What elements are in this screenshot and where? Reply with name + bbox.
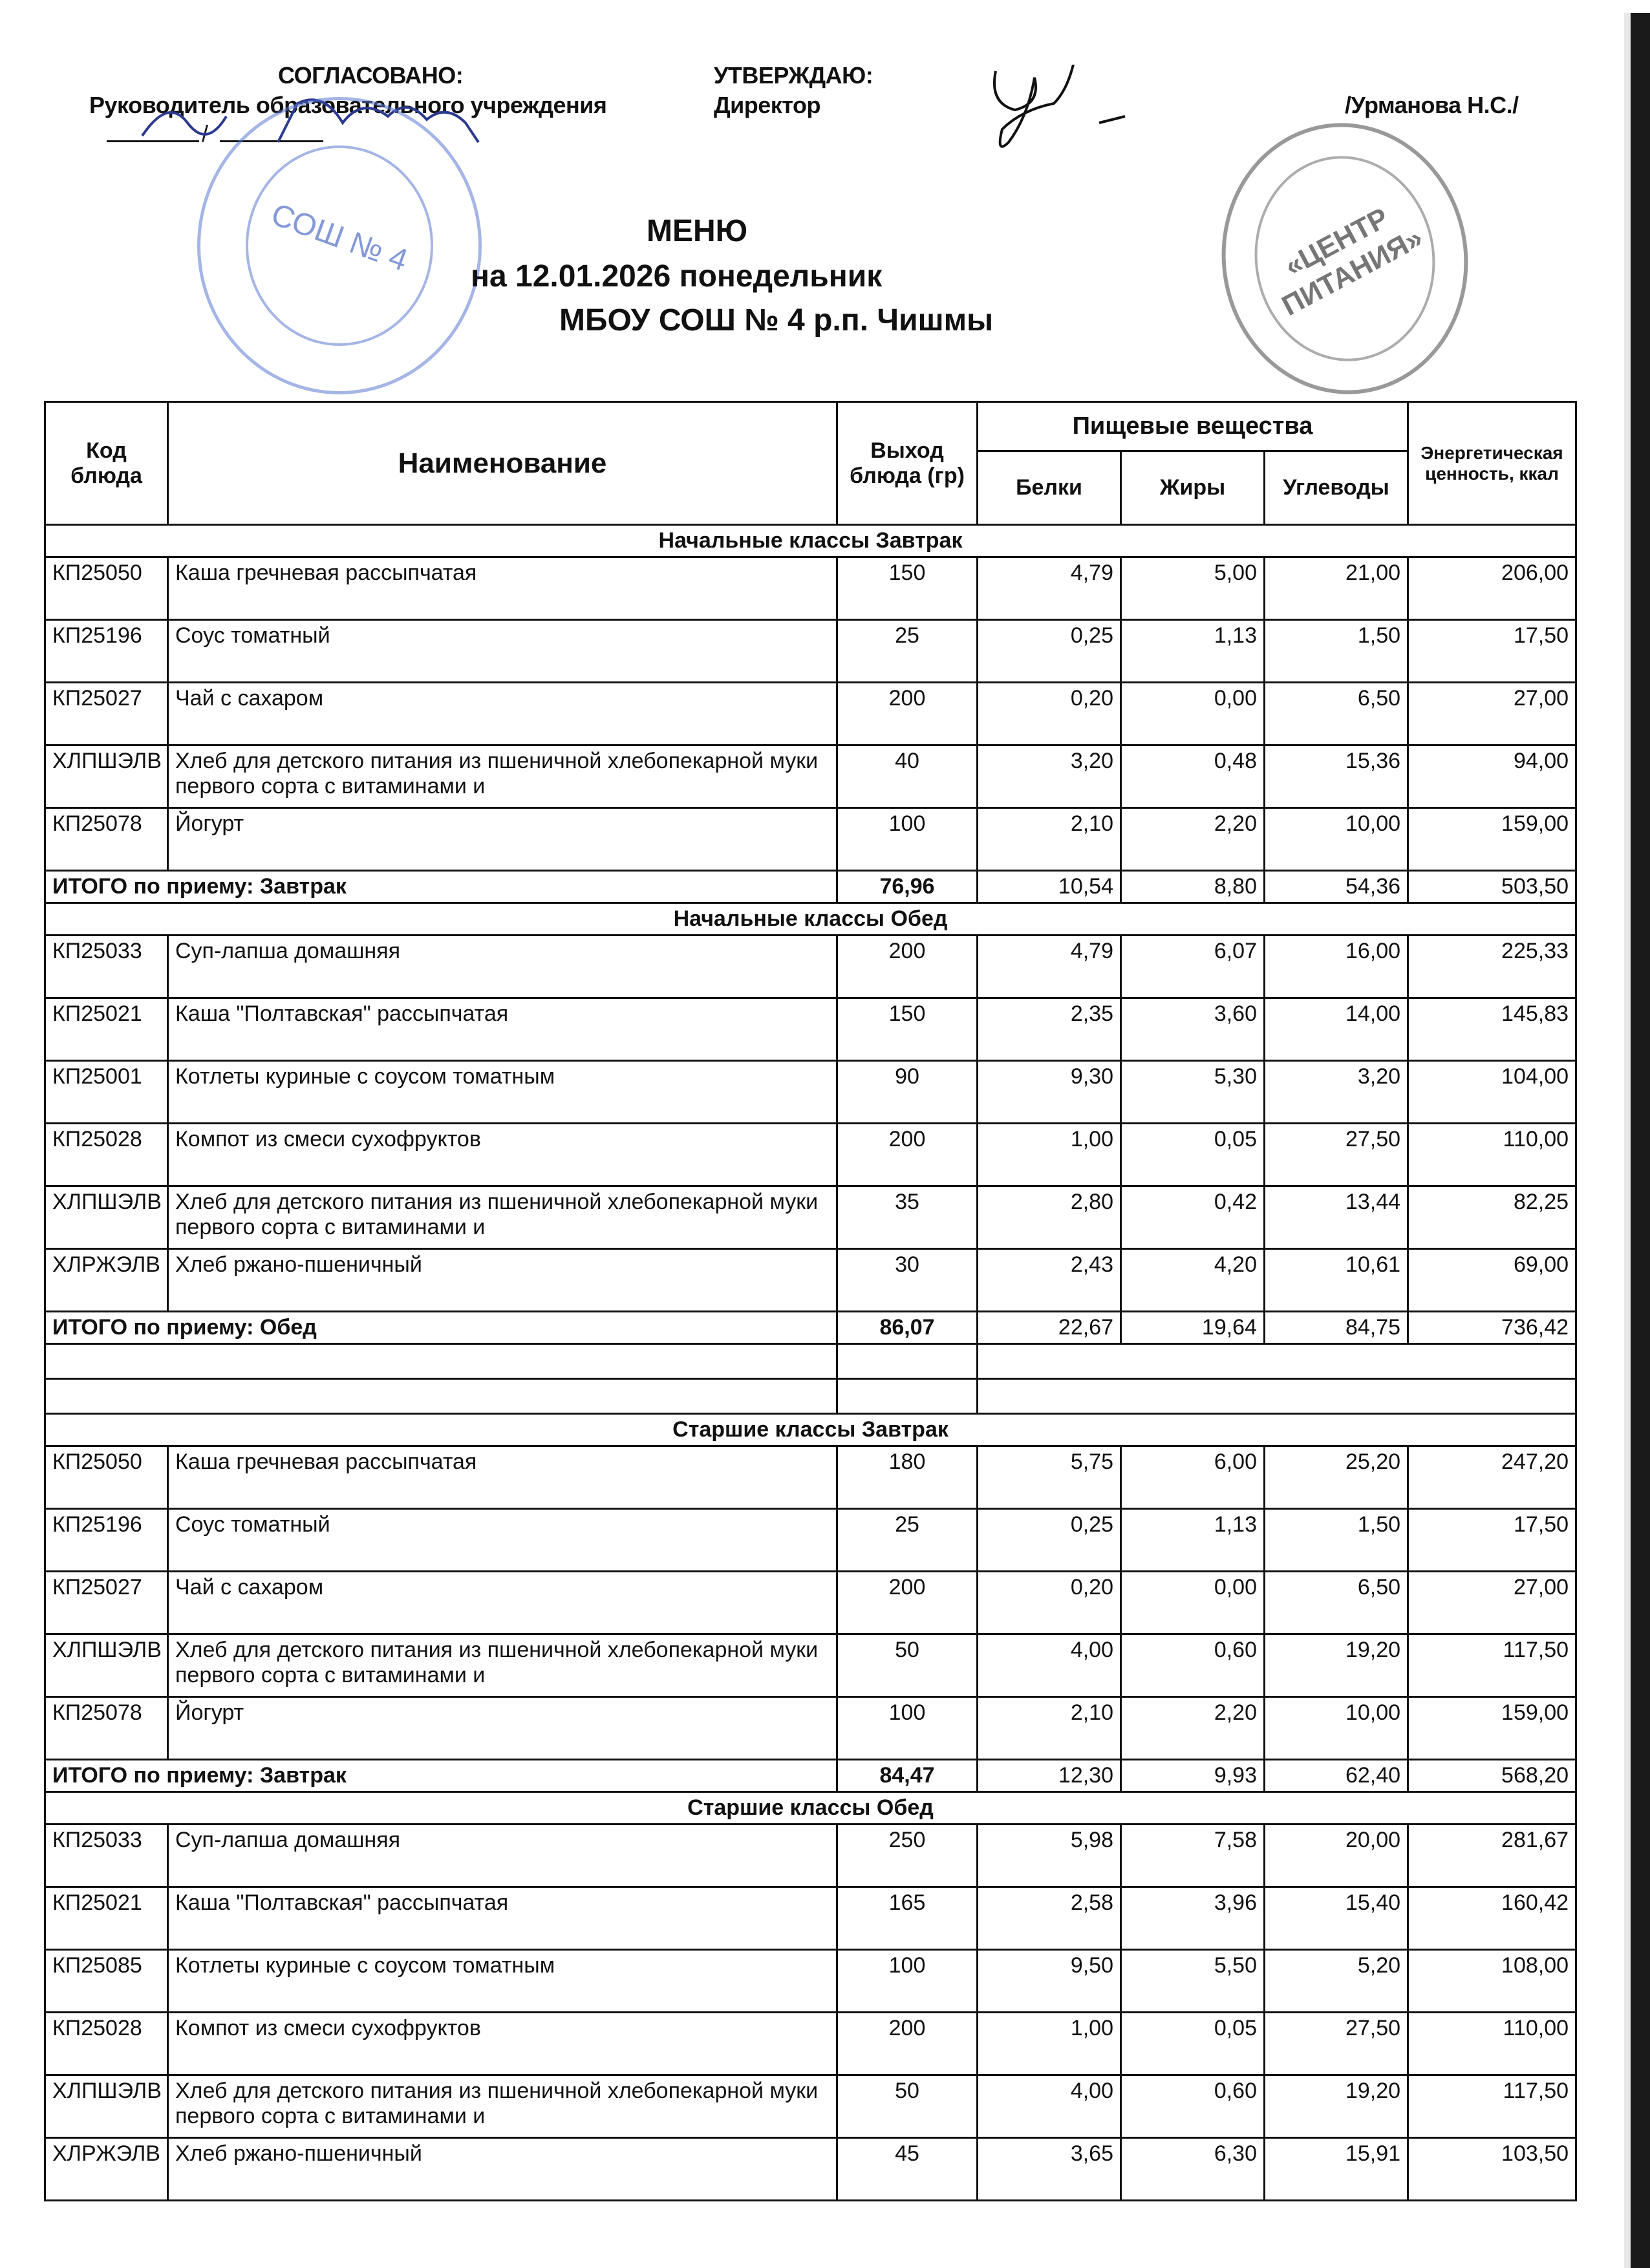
- total-label: ИТОГО по приему: Завтрак: [45, 871, 837, 903]
- header-name: Наименование: [168, 402, 837, 525]
- cell-energy: 225,33: [1408, 936, 1576, 998]
- cell-fat: 2,20: [1121, 808, 1265, 871]
- cell-yield: 200: [837, 936, 978, 998]
- cell-name: Хлеб ржано-пшеничный: [168, 1249, 837, 1312]
- cell-yield: 50: [837, 1634, 978, 1697]
- total-protein: 22,67: [978, 1312, 1121, 1344]
- cell-energy: 117,50: [1408, 1634, 1576, 1697]
- total-carbs: 54,36: [1265, 871, 1408, 903]
- cell-yield: 100: [837, 1697, 978, 1760]
- cell-fat: 3,60: [1121, 998, 1265, 1061]
- cell-protein: 2,80: [978, 1186, 1121, 1249]
- cell-name: Йогурт: [168, 808, 837, 871]
- cell-carbs: 6,50: [1265, 1572, 1408, 1634]
- empty-cell: [837, 1379, 978, 1414]
- total-row: [45, 871, 1576, 903]
- table-row: [45, 683, 1576, 745]
- cell-name: Хлеб для детского питания из пшеничной хлебопекарной муки первого сорта с витаминами и: [168, 745, 837, 808]
- table-row: [45, 1124, 1576, 1186]
- cell-code: КП25028: [45, 2013, 168, 2075]
- cell-protein: 3,65: [978, 2138, 1121, 2201]
- empty-cell: [45, 1379, 837, 1414]
- table-row: [45, 557, 1576, 620]
- cell-name: Каша гречневая рассыпчатая: [168, 557, 837, 620]
- cell-code: КП25078: [45, 1697, 168, 1760]
- cell-energy: 110,00: [1408, 1124, 1576, 1186]
- cell-yield: 25: [837, 620, 978, 683]
- cell-energy: 108,00: [1408, 1950, 1576, 2013]
- cell-code: КП25050: [45, 557, 168, 620]
- cell-carbs: 20,00: [1265, 1824, 1408, 1887]
- total-yield: 86,07: [837, 1312, 978, 1344]
- cell-yield: 150: [837, 998, 978, 1061]
- cell-energy: 17,50: [1408, 620, 1576, 683]
- cell-code: ХЛПШЭЛВ: [45, 745, 168, 808]
- agreed-subtitle: Руководитель образовательного учреждения: [89, 92, 607, 118]
- cell-fat: 0,48: [1121, 745, 1265, 808]
- cell-code: КП25001: [45, 1061, 168, 1124]
- cell-energy: 159,00: [1408, 1697, 1576, 1760]
- cell-fat: 0,00: [1121, 683, 1265, 745]
- cell-protein: 1,00: [978, 1124, 1121, 1186]
- section-title-row: [45, 525, 1576, 557]
- approve-subtitle: Директор: [714, 92, 820, 118]
- cell-fat: 6,30: [1121, 2138, 1265, 2201]
- empty-row: [45, 1344, 1576, 1379]
- empty-row: [45, 1379, 1576, 1414]
- cell-carbs: 13,44: [1265, 1186, 1408, 1249]
- total-label: ИТОГО по приему: Завтрак: [45, 1760, 837, 1792]
- cell-carbs: 10,61: [1265, 1249, 1408, 1312]
- section-title: Начальные классы Завтрак: [45, 525, 1576, 557]
- cell-carbs: 15,91: [1265, 2138, 1408, 2201]
- cell-fat: 4,20: [1121, 1249, 1265, 1312]
- section-title: Старшие классы Завтрак: [45, 1414, 1576, 1446]
- header-fat: Жиры: [1121, 451, 1265, 525]
- cell-yield: 200: [837, 683, 978, 745]
- total-label: ИТОГО по приему: Обед: [45, 1312, 837, 1344]
- school-name: МБОУ СОШ № 4 р.п. Чишмы: [559, 303, 994, 337]
- cell-fat: 5,30: [1121, 1061, 1265, 1124]
- section-title: Начальные классы Обед: [45, 903, 1576, 936]
- table-row: [45, 1634, 1576, 1697]
- cell-yield: 90: [837, 1061, 978, 1124]
- cell-code: КП25033: [45, 936, 168, 998]
- cell-carbs: 19,20: [1265, 2075, 1408, 2138]
- cell-yield: 250: [837, 1824, 978, 1887]
- cell-energy: 27,00: [1408, 683, 1576, 745]
- cell-energy: 103,50: [1408, 2138, 1576, 2201]
- cell-code: КП25027: [45, 683, 168, 745]
- cell-fat: 0,00: [1121, 1572, 1265, 1634]
- table-row: [45, 620, 1576, 683]
- total-energy: 736,42: [1408, 1312, 1576, 1344]
- total-row: [45, 1312, 1576, 1344]
- empty-cell: [978, 1379, 1576, 1414]
- cell-code: КП25033: [45, 1824, 168, 1887]
- table-row: [45, 2013, 1576, 2075]
- cell-protein: 0,20: [978, 1572, 1121, 1634]
- cell-protein: 5,75: [978, 1446, 1121, 1509]
- cell-name: Компот из смеси сухофруктов: [168, 2013, 837, 2075]
- cell-fat: 7,58: [1121, 1824, 1265, 1887]
- cell-name: Каша "Полтавская" рассыпчатая: [168, 1887, 837, 1950]
- cell-name: Котлеты куриные с соусом томатным: [168, 1061, 837, 1124]
- cell-yield: 40: [837, 745, 978, 808]
- cell-name: Соус томатный: [168, 1509, 837, 1572]
- cell-energy: 145,83: [1408, 998, 1576, 1061]
- cell-name: Суп-лапша домашняя: [168, 1824, 837, 1887]
- section-title: Старшие классы Обед: [45, 1792, 1576, 1824]
- cell-yield: 30: [837, 1249, 978, 1312]
- total-fat: 9,93: [1121, 1760, 1265, 1792]
- table-row: [45, 1249, 1576, 1312]
- cell-fat: 1,13: [1121, 1509, 1265, 1572]
- cell-code: КП25078: [45, 808, 168, 871]
- cell-yield: 150: [837, 557, 978, 620]
- section-title-row: [45, 1414, 1576, 1446]
- cell-code: КП25050: [45, 1446, 168, 1509]
- cell-energy: 104,00: [1408, 1061, 1576, 1124]
- empty-cell: [837, 1344, 978, 1379]
- cell-carbs: 21,00: [1265, 557, 1408, 620]
- cell-carbs: 6,50: [1265, 683, 1408, 745]
- cell-yield: 200: [837, 1124, 978, 1186]
- total-row: [45, 1760, 1576, 1792]
- cell-code: ХЛПШЭЛВ: [45, 2075, 168, 2138]
- cell-carbs: 1,50: [1265, 620, 1408, 683]
- cell-energy: 206,00: [1408, 557, 1576, 620]
- table-row: [45, 745, 1576, 808]
- cell-code: КП25028: [45, 1124, 168, 1186]
- cell-energy: 247,20: [1408, 1446, 1576, 1509]
- section-title-row: [45, 903, 1576, 936]
- cell-energy: 110,00: [1408, 2013, 1576, 2075]
- cell-name: Суп-лапша домашняя: [168, 936, 837, 998]
- total-fat: 8,80: [1121, 871, 1265, 903]
- cell-yield: 25: [837, 1509, 978, 1572]
- cell-code: КП25021: [45, 1887, 168, 1950]
- menu-table: [44, 401, 1577, 2201]
- cell-energy: 159,00: [1408, 808, 1576, 871]
- signature-separator: /: [202, 120, 208, 147]
- cell-name: Хлеб ржано-пшеничный: [168, 2138, 837, 2201]
- table-row: [45, 808, 1576, 871]
- cell-fat: 0,42: [1121, 1186, 1265, 1249]
- cell-code: КП25021: [45, 998, 168, 1061]
- cell-name: Соус томатный: [168, 620, 837, 683]
- cell-carbs: 10,00: [1265, 808, 1408, 871]
- cell-carbs: 27,50: [1265, 1124, 1408, 1186]
- cell-fat: 2,20: [1121, 1697, 1265, 1760]
- total-yield: 76,96: [837, 871, 978, 903]
- cell-code: ХЛРЖЭЛВ: [45, 2138, 168, 2201]
- section-title-row: [45, 1792, 1576, 1824]
- cell-name: Чай с сахаром: [168, 1572, 837, 1634]
- total-energy: 503,50: [1408, 871, 1576, 903]
- cell-code: КП25027: [45, 1572, 168, 1634]
- cell-code: ХЛПШЭЛВ: [45, 1186, 168, 1249]
- cell-carbs: 25,20: [1265, 1446, 1408, 1509]
- cell-name: Хлеб для детского питания из пшеничной хлебопекарной муки первого сорта с витаминами и: [168, 1186, 837, 1249]
- cell-protein: 2,10: [978, 1697, 1121, 1760]
- cell-carbs: 15,36: [1265, 745, 1408, 808]
- cell-fat: 5,50: [1121, 1950, 1265, 2013]
- cell-name: Котлеты куриные с соусом томатным: [168, 1950, 837, 2013]
- cell-carbs: 5,20: [1265, 1950, 1408, 2013]
- cell-name: Компот из смеси сухофруктов: [168, 1124, 837, 1186]
- cell-fat: 0,05: [1121, 1124, 1265, 1186]
- cell-protein: 2,10: [978, 808, 1121, 871]
- cell-fat: 0,60: [1121, 1634, 1265, 1697]
- cell-carbs: 27,50: [1265, 2013, 1408, 2075]
- director-signature-icon: [970, 65, 1164, 162]
- cell-code: КП25196: [45, 620, 168, 683]
- cell-energy: 82,25: [1408, 1186, 1576, 1249]
- table-row: [45, 2075, 1576, 2138]
- empty-cell: [45, 1344, 837, 1379]
- cell-fat: 5,00: [1121, 557, 1265, 620]
- cell-yield: 35: [837, 1186, 978, 1249]
- table-row: [45, 1186, 1576, 1249]
- cell-protein: 0,25: [978, 1509, 1121, 1572]
- table-row: [45, 1509, 1576, 1572]
- cell-energy: 160,42: [1408, 1887, 1576, 1950]
- cell-protein: 2,43: [978, 1249, 1121, 1312]
- nutrition-center-stamp: «ЦЕНТР ПИТАНИЯ»: [1205, 107, 1486, 411]
- cell-energy: 117,50: [1408, 2075, 1576, 2138]
- cell-protein: 2,58: [978, 1887, 1121, 1950]
- cell-yield: 180: [837, 1446, 978, 1509]
- total-fat: 19,64: [1121, 1312, 1265, 1344]
- cell-yield: 100: [837, 808, 978, 871]
- cell-protein: 1,00: [978, 2013, 1121, 2075]
- menu-title: МЕНЮ: [647, 214, 748, 248]
- cell-protein: 0,20: [978, 683, 1121, 745]
- table-row: [45, 1446, 1576, 1509]
- cell-code: КП25085: [45, 1950, 168, 2013]
- header-yield: Выход блюда (гр): [837, 402, 978, 525]
- cell-yield: 100: [837, 1950, 978, 2013]
- empty-cell: [978, 1344, 1576, 1379]
- school-stamp: СОШ № 4: [197, 97, 482, 394]
- cell-carbs: 3,20: [1265, 1061, 1408, 1124]
- cell-fat: 6,00: [1121, 1446, 1265, 1509]
- cell-code: КП25196: [45, 1509, 168, 1572]
- cell-name: Хлеб для детского питания из пшеничной хлебопекарной муки первого сорта с витаминами и: [168, 1634, 837, 1697]
- cell-name: Чай с сахаром: [168, 683, 837, 745]
- cell-yield: 45: [837, 2138, 978, 2201]
- total-energy: 568,20: [1408, 1760, 1576, 1792]
- cell-protein: 9,50: [978, 1950, 1121, 2013]
- header-protein: Белки: [978, 451, 1121, 525]
- cell-energy: 69,00: [1408, 1249, 1576, 1312]
- approver-name: /Урманова Н.С./: [1345, 92, 1519, 118]
- cell-protein: 4,00: [978, 1634, 1121, 1697]
- table-row: [45, 936, 1576, 998]
- cell-energy: 17,50: [1408, 1509, 1576, 1572]
- total-protein: 10,54: [978, 871, 1121, 903]
- table-row: [45, 1887, 1576, 1950]
- cell-carbs: 1,50: [1265, 1509, 1408, 1572]
- table-row: [45, 1572, 1576, 1634]
- cell-name: Каша гречневая рассыпчатая: [168, 1446, 837, 1509]
- cell-fat: 0,60: [1121, 2075, 1265, 2138]
- agreed-title: СОГЛАСОВАНО:: [278, 62, 464, 89]
- cell-protein: 4,79: [978, 557, 1121, 620]
- cell-yield: 165: [837, 1887, 978, 1950]
- cell-protein: 3,20: [978, 745, 1121, 808]
- cell-carbs: 19,20: [1265, 1634, 1408, 1697]
- cell-fat: 3,96: [1121, 1887, 1265, 1950]
- cell-yield: 200: [837, 1572, 978, 1634]
- table-row: [45, 2138, 1576, 2201]
- cell-carbs: 14,00: [1265, 998, 1408, 1061]
- menu-date: на 12.01.2026 понедельник: [471, 259, 883, 294]
- cell-yield: 50: [837, 2075, 978, 2138]
- cell-fat: 0,05: [1121, 2013, 1265, 2075]
- total-yield: 84,47: [837, 1760, 978, 1792]
- cell-fat: 6,07: [1121, 936, 1265, 998]
- cell-energy: 281,67: [1408, 1824, 1576, 1887]
- cell-name: Йогурт: [168, 1697, 837, 1760]
- cell-carbs: 16,00: [1265, 936, 1408, 998]
- cell-protein: 5,98: [978, 1824, 1121, 1887]
- cell-fat: 1,13: [1121, 620, 1265, 683]
- total-carbs: 62,40: [1265, 1760, 1408, 1792]
- header-carbs: Углеводы: [1265, 451, 1408, 525]
- cell-carbs: 10,00: [1265, 1697, 1408, 1760]
- header-code: Код блюда: [45, 402, 168, 525]
- cell-protein: 9,30: [978, 1061, 1121, 1124]
- cell-name: Хлеб для детского питания из пшеничной хлебопекарной муки первого сорта с витаминами и: [168, 2075, 837, 2138]
- cell-code: ХЛРЖЭЛВ: [45, 1249, 168, 1312]
- header-nutrients: Пищевые вещества: [978, 402, 1408, 451]
- table-row: [45, 1061, 1576, 1124]
- total-protein: 12,30: [978, 1760, 1121, 1792]
- cell-protein: 4,00: [978, 2075, 1121, 2138]
- cell-energy: 94,00: [1408, 745, 1576, 808]
- cell-code: ХЛПШЭЛВ: [45, 1634, 168, 1697]
- approve-title: УТВЕРЖДАЮ:: [714, 62, 873, 89]
- cell-name: Каша "Полтавская" рассыпчатая: [168, 998, 837, 1061]
- total-carbs: 84,75: [1265, 1312, 1408, 1344]
- cell-carbs: 15,40: [1265, 1887, 1408, 1950]
- cell-protein: 2,35: [978, 998, 1121, 1061]
- table-row: [45, 998, 1576, 1061]
- table-row: [45, 1950, 1576, 2013]
- header-energy: Энергетическая ценность, ккал: [1408, 402, 1576, 525]
- cell-protein: 4,79: [978, 936, 1121, 998]
- cell-protein: 0,25: [978, 620, 1121, 683]
- table-row: [45, 1824, 1576, 1887]
- cell-yield: 200: [837, 2013, 978, 2075]
- table-row: [45, 1697, 1576, 1760]
- scan-edge: [1624, 13, 1650, 2268]
- cell-energy: 27,00: [1408, 1572, 1576, 1634]
